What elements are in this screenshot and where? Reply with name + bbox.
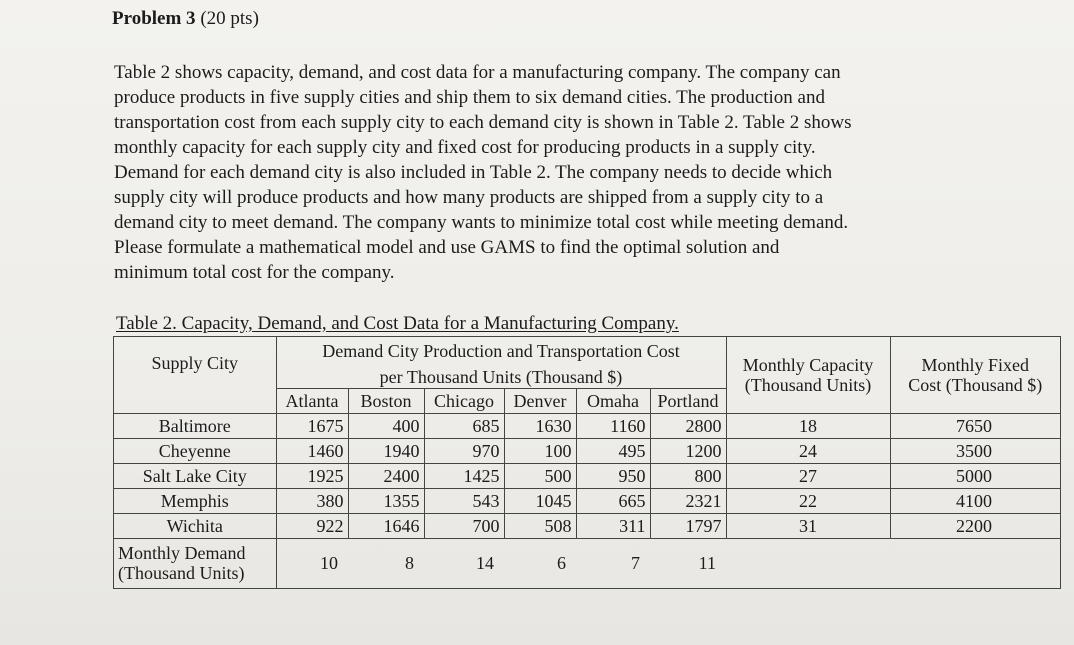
demand-fixed-blank — [890, 538, 1060, 588]
problem-points: (20 pts) — [200, 8, 259, 29]
cost-cell: 2321 — [650, 488, 726, 513]
demand-city-boston: Boston — [348, 388, 424, 413]
cost-cell: 2400 — [348, 463, 424, 488]
demand-city-chicago: Chicago — [424, 388, 504, 413]
statement-line: monthly capacity for each supply city and fixed cost for producing products in a supply city. — [114, 137, 816, 158]
demand-city-omaha: Omaha — [576, 388, 650, 413]
cost-cell: 700 — [424, 513, 504, 538]
capacity-cell: 27 — [726, 463, 890, 488]
cost-cell: 100 — [504, 438, 576, 463]
demand-cell: 6 — [557, 553, 566, 574]
cost-header-line1: Demand City Production and Transportation Cost — [276, 337, 726, 366]
cost-cell: 500 — [504, 463, 576, 488]
supply-city-name: Baltimore — [114, 413, 276, 438]
supply-city-name: Wichita — [114, 513, 276, 538]
statement-line: Please formulate a mathematical model and use GAMS to find the optimal solution and — [114, 237, 780, 258]
cost-cell: 1045 — [504, 488, 576, 513]
supply-city-name: Cheyenne — [114, 438, 276, 463]
capacity-header — [726, 337, 890, 413]
demand-cell: 11 — [698, 553, 716, 574]
cost-cell: 1797 — [650, 513, 726, 538]
cost-cell: 1425 — [424, 463, 504, 488]
fixed-cost-cell: 7650 — [890, 413, 1060, 438]
supply-city-header: Supply City — [151, 352, 239, 373]
table-row — [114, 438, 1060, 463]
capacity-header-line1: Monthly Capacity — [742, 354, 874, 375]
cost-cell: 685 — [424, 413, 504, 438]
demand-cell: 7 — [631, 553, 640, 574]
capacity-cell: 18 — [726, 413, 890, 438]
table-caption: Table 2. Capacity, Demand, and Cost Data for a Manufacturing Company. — [116, 313, 679, 334]
demand-cell: 14 — [476, 553, 494, 574]
cost-cell: 1200 — [650, 438, 726, 463]
capacity-cell: 24 — [726, 438, 890, 463]
demand-city-denver: Denver — [504, 388, 576, 413]
cost-cell: 1675 — [276, 413, 348, 438]
cost-cell: 508 — [504, 513, 576, 538]
cost-cell: 1630 — [504, 413, 576, 438]
fixed-cost-cell: 5000 — [890, 463, 1060, 488]
table-row — [114, 513, 1060, 538]
cost-cell: 950 — [576, 463, 650, 488]
statement-line: produce products in five supply cities and ship them to six demand cities. The production and — [114, 87, 825, 108]
demand-capacity-blank — [726, 538, 890, 588]
cost-cell: 800 — [650, 463, 726, 488]
cost-cell: 1160 — [576, 413, 650, 438]
capacity-header-line2: (Thousand Units) — [744, 374, 872, 395]
capacity-demand-cost-table — [114, 337, 1060, 588]
fixed-cost-header — [890, 337, 1060, 413]
demand-label-line1: Monthly Demand — [118, 543, 246, 564]
statement-line: Table 2 shows capacity, demand, and cost data for a manufacturing company. The company can — [114, 62, 841, 83]
problem-title — [112, 8, 259, 30]
statement-line: demand city to meet demand. The company wants to minimize total cost while meeting demand. — [114, 212, 849, 233]
cost-cell: 1940 — [348, 438, 424, 463]
statement-line: Demand for each demand city is also included in Table 2. The company needs to decide which — [114, 162, 833, 183]
fixed-cost-cell: 2200 — [890, 513, 1060, 538]
problem-number: Problem 3 — [112, 8, 196, 29]
cost-cell: 543 — [424, 488, 504, 513]
cost-cell: 1925 — [276, 463, 348, 488]
fixed-cost-cell: 3500 — [890, 438, 1060, 463]
demand-label — [114, 538, 276, 588]
demand-city-portland: Portland — [650, 388, 726, 413]
supply-city-name: Memphis — [114, 488, 276, 513]
fixed-header-line1: Monthly Fixed — [921, 354, 1029, 375]
supply-city-name: Salt Lake City — [114, 463, 276, 488]
demand-cell: 10 — [320, 553, 338, 574]
cost-cell: 311 — [576, 513, 650, 538]
cost-cell: 400 — [348, 413, 424, 438]
statement-line: minimum total cost for the company. — [114, 262, 395, 283]
fixed-header-line2: Cost (Thousand $) — [908, 374, 1043, 395]
supply-city-header-spacer — [114, 388, 276, 413]
table-row — [114, 488, 1060, 513]
demand-cell: 8 — [405, 553, 414, 574]
cost-cell: 970 — [424, 438, 504, 463]
table-row — [114, 413, 1060, 438]
cost-cell: 922 — [276, 513, 348, 538]
cost-cell: 380 — [276, 488, 348, 513]
cost-cell: 2800 — [650, 413, 726, 438]
cost-cell: 1355 — [348, 488, 424, 513]
demand-label-line2: (Thousand Units) — [118, 563, 245, 584]
demand-city-atlanta: Atlanta — [276, 388, 348, 413]
table-row — [114, 463, 1060, 488]
statement-line: transportation cost from each supply city to each demand city is shown in Table 2. Table 2 shows — [114, 112, 852, 133]
cost-cell: 665 — [576, 488, 650, 513]
cost-cell: 1460 — [276, 438, 348, 463]
cost-header-line2: per Thousand Units (Thousand $) — [276, 366, 726, 388]
cost-cell: 495 — [576, 438, 650, 463]
statement-line: supply city will produce products and how many products are shipped from a supply city to a — [114, 187, 824, 208]
problem-statement — [114, 60, 974, 285]
fixed-cost-cell: 4100 — [890, 488, 1060, 513]
capacity-cell: 22 — [726, 488, 890, 513]
capacity-cell: 31 — [726, 513, 890, 538]
cost-cell: 1646 — [348, 513, 424, 538]
demand-row — [114, 538, 1060, 588]
